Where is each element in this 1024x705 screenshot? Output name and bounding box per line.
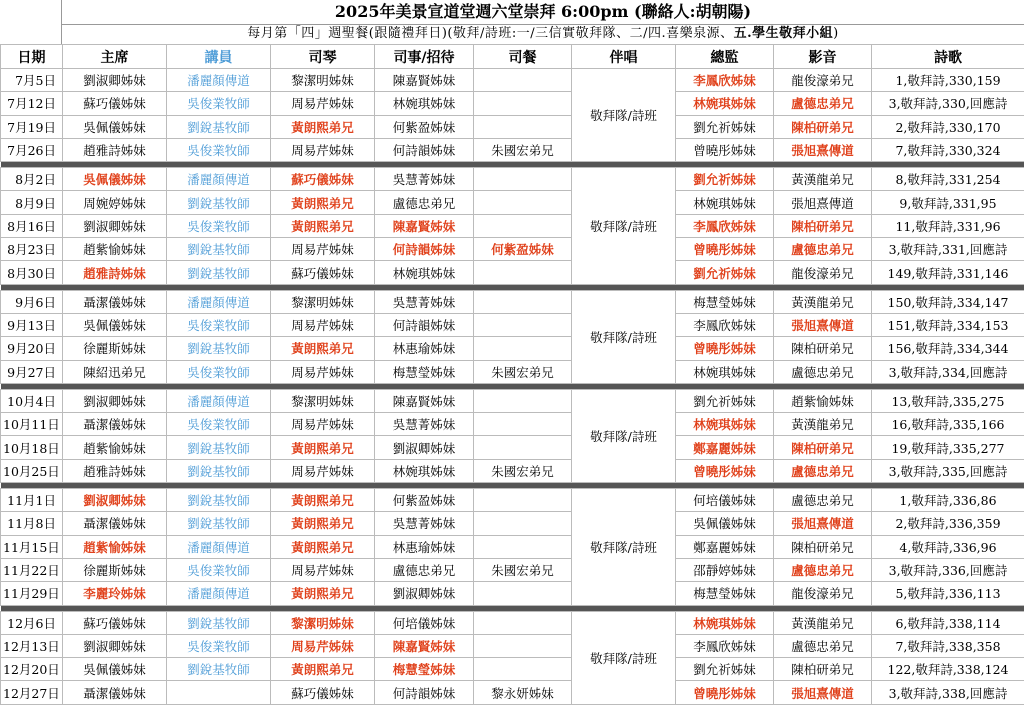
col-header-director: 總監	[676, 45, 774, 69]
cell-piano: 黎潔明姊妹	[271, 290, 375, 313]
cell-chair: 劉淑卿姊妹	[63, 214, 167, 237]
cell-date: 11月29日	[1, 582, 63, 605]
cell-date: 11月1日	[1, 489, 63, 512]
cell-date: 9月13日	[1, 313, 63, 336]
table-row	[1, 389, 1024, 412]
cell-usher: 劉淑卿姊妹	[375, 436, 474, 459]
cell-comm	[474, 69, 572, 92]
cell-chair: 蘇巧儀姊妹	[63, 611, 167, 634]
cell-speaker: 潘麗顏傳道	[167, 535, 271, 558]
cell-date: 9月6日	[1, 290, 63, 313]
cell-speaker: 潘麗顏傳道	[167, 168, 271, 191]
cell-date: 12月27日	[1, 681, 63, 704]
col-header-date: 日期	[1, 45, 63, 69]
cell-piano: 周易芹姊妹	[271, 313, 375, 336]
cell-hymns: 3,敬拜詩,330,回應詩	[872, 92, 1024, 115]
cell-date: 11月15日	[1, 535, 63, 558]
cell-date: 11月22日	[1, 558, 63, 581]
cell-director: 梅慧瑩姊妹	[676, 582, 774, 605]
cell-speaker: 吳俊業牧師	[167, 92, 271, 115]
cell-speaker: 劉銳基牧師	[167, 115, 271, 138]
cell-piano: 黎潔明姊妹	[271, 69, 375, 92]
cell-date: 8月16日	[1, 214, 63, 237]
cell-usher: 陳嘉賢姊妹	[375, 69, 474, 92]
cell-chair: 李麗玲姊妹	[63, 582, 167, 605]
cell-av: 龍俊濠弟兄	[774, 69, 872, 92]
cell-av: 陳柏研弟兄	[774, 535, 872, 558]
col-header-hymns: 詩歌	[872, 45, 1024, 69]
cell-speaker: 潘麗顏傳道	[167, 290, 271, 313]
cell-piano: 黃朗熙弟兄	[271, 191, 375, 214]
cell-director: 曾曉彤姊妹	[676, 238, 774, 261]
cell-chair: 趙紫愉姊妹	[63, 535, 167, 558]
cell-comm: 黎永妍姊妹	[474, 681, 572, 704]
cell-comm: 何紫盈姊妹	[474, 238, 572, 261]
cell-date: 10月18日	[1, 436, 63, 459]
header-row	[1, 45, 1024, 69]
cell-hymns: 9,敬拜詩,331,95	[872, 191, 1024, 214]
cell-hymns: 7,敬拜詩,330,324	[872, 138, 1024, 161]
cell-date: 7月19日	[1, 115, 63, 138]
cell-usher: 林婉琪姊妹	[375, 459, 474, 482]
cell-worship: 敬拜隊/詩班	[572, 389, 676, 482]
cell-director: 邵靜婷姊妹	[676, 558, 774, 581]
roster-body	[1, 69, 1024, 705]
cell-date: 10月25日	[1, 459, 63, 482]
cell-chair: 聶潔儀姊妹	[63, 290, 167, 313]
table-row	[1, 558, 1024, 581]
cell-piano: 周易芹姊妹	[271, 634, 375, 657]
page-title: 2025年美景宣道堂週六堂崇拜 6:00pm (聯絡人:胡朝陽)	[62, 0, 1024, 25]
col-header-speaker: 講員	[167, 45, 271, 69]
cell-date: 12月20日	[1, 658, 63, 681]
cell-speaker: 吳俊業牧師	[167, 360, 271, 383]
cell-usher: 何詩韻姊妹	[375, 681, 474, 704]
cell-speaker: 吳俊業牧師	[167, 138, 271, 161]
cell-piano: 周易芹姊妹	[271, 558, 375, 581]
cell-piano: 蘇巧儀姊妹	[271, 168, 375, 191]
cell-av: 黃漢龍弟兄	[774, 290, 872, 313]
cell-speaker	[167, 681, 271, 704]
cell-date: 8月30日	[1, 261, 63, 284]
cell-speaker: 劉銳基牧師	[167, 459, 271, 482]
cell-comm	[474, 115, 572, 138]
cell-hymns: 149,敬拜詩,331,146	[872, 261, 1024, 284]
subtitle-bold: 五.學生敬拜小組	[734, 26, 834, 41]
cell-piano: 黃朗熙弟兄	[271, 535, 375, 558]
cell-av: 張旭熹傳道	[774, 681, 872, 704]
col-header-usher: 司事/招待	[375, 45, 474, 69]
cell-chair: 劉淑卿姊妹	[63, 69, 167, 92]
cell-usher: 何詩韻姊妹	[375, 313, 474, 336]
cell-chair: 吳佩儀姊妹	[63, 313, 167, 336]
table-row	[1, 582, 1024, 605]
cell-comm	[474, 261, 572, 284]
cell-piano: 周易芹姊妹	[271, 360, 375, 383]
cell-director: 李鳳欣姊妹	[676, 69, 774, 92]
cell-director: 劉允祈姊妹	[676, 658, 774, 681]
cell-hymns: 3,敬拜詩,336,回應詩	[872, 558, 1024, 581]
cell-av: 張旭熹傳道	[774, 191, 872, 214]
cell-director: 曾曉彤姊妹	[676, 681, 774, 704]
cell-hymns: 150,敬拜詩,334,147	[872, 290, 1024, 313]
cell-speaker: 吳俊業牧師	[167, 313, 271, 336]
cell-av: 黃漢龍弟兄	[774, 413, 872, 436]
cell-piano: 周易芹姊妹	[271, 238, 375, 261]
cell-speaker: 吳俊業牧師	[167, 634, 271, 657]
cell-chair: 徐麗斯姊妹	[63, 337, 167, 360]
cell-usher: 何紫盈姊妹	[375, 115, 474, 138]
table-row	[1, 69, 1024, 92]
cell-usher: 盧德忠弟兄	[375, 558, 474, 581]
cell-piano: 黃朗熙弟兄	[271, 436, 375, 459]
cell-piano: 蘇巧儀姊妹	[271, 681, 375, 704]
cell-hymns: 3,敬拜詩,331,回應詩	[872, 238, 1024, 261]
table-row	[1, 290, 1024, 313]
cell-piano: 黃朗熙弟兄	[271, 512, 375, 535]
col-header-chair: 主席	[63, 45, 167, 69]
cell-hymns: 122,敬拜詩,338,124	[872, 658, 1024, 681]
cell-worship: 敬拜隊/詩班	[572, 168, 676, 284]
cell-comm	[474, 436, 572, 459]
cell-av: 陳柏研弟兄	[774, 115, 872, 138]
cell-chair: 趙紫愉姊妹	[63, 238, 167, 261]
cell-worship: 敬拜隊/詩班	[572, 290, 676, 383]
cell-worship: 敬拜隊/詩班	[572, 69, 676, 162]
cell-hymns: 8,敬拜詩,331,254	[872, 168, 1024, 191]
cell-piano: 周易芹姊妹	[271, 459, 375, 482]
cell-speaker: 劉銳基牧師	[167, 658, 271, 681]
cell-date: 12月13日	[1, 634, 63, 657]
table-row	[1, 413, 1024, 436]
cell-chair: 吳佩儀姊妹	[63, 168, 167, 191]
cell-usher: 梅慧瑩姊妹	[375, 360, 474, 383]
cell-usher: 吳慧菁姊妹	[375, 413, 474, 436]
cell-piano: 黃朗熙弟兄	[271, 214, 375, 237]
table-row	[1, 512, 1024, 535]
table-row	[1, 261, 1024, 284]
cell-piano: 周易芹姊妹	[271, 413, 375, 436]
cell-piano: 黃朗熙弟兄	[271, 337, 375, 360]
cell-chair: 陳紹迅弟兄	[63, 360, 167, 383]
cell-av: 陳柏研弟兄	[774, 436, 872, 459]
table-row	[1, 611, 1024, 634]
col-header-communion: 司餐	[474, 45, 572, 69]
cell-director: 李鳳欣姊妹	[676, 214, 774, 237]
cell-av: 盧德忠弟兄	[774, 634, 872, 657]
cell-speaker: 劉銳基牧師	[167, 337, 271, 360]
cell-hymns: 13,敬拜詩,335,275	[872, 389, 1024, 412]
cell-hymns: 2,敬拜詩,336,359	[872, 512, 1024, 535]
cell-director: 林婉琪姊妹	[676, 360, 774, 383]
cell-comm	[474, 214, 572, 237]
cell-piano: 黎潔明姊妹	[271, 611, 375, 634]
col-header-av: 影音	[774, 45, 872, 69]
table-row	[1, 168, 1024, 191]
cell-director: 鄭嘉麗姊妹	[676, 436, 774, 459]
cell-speaker: 劉銳基牧師	[167, 436, 271, 459]
col-header-piano: 司琴	[271, 45, 375, 69]
cell-chair: 劉淑卿姊妹	[63, 489, 167, 512]
cell-comm	[474, 92, 572, 115]
cell-chair: 趙雅詩姊妹	[63, 261, 167, 284]
cell-av: 張旭熹傳道	[774, 138, 872, 161]
cell-comm: 朱國宏弟兄	[474, 558, 572, 581]
cell-comm	[474, 191, 572, 214]
cell-director: 吳佩儀姊妹	[676, 512, 774, 535]
cell-usher: 吳慧菁姊妹	[375, 512, 474, 535]
cell-speaker: 潘麗顏傳道	[167, 582, 271, 605]
table-row	[1, 214, 1024, 237]
cell-hymns: 11,敬拜詩,331,96	[872, 214, 1024, 237]
cell-comm	[474, 512, 572, 535]
cell-date: 11月8日	[1, 512, 63, 535]
cell-director: 李鳳欣姊妹	[676, 634, 774, 657]
cell-piano: 蘇巧儀姊妹	[271, 261, 375, 284]
cell-av: 盧德忠弟兄	[774, 92, 872, 115]
cell-director: 林婉琪姊妹	[676, 191, 774, 214]
cell-usher: 陳嘉賢姊妹	[375, 634, 474, 657]
cell-speaker: 劉銳基牧師	[167, 261, 271, 284]
cell-av: 陳柏研弟兄	[774, 337, 872, 360]
cell-usher: 吳慧菁姊妹	[375, 168, 474, 191]
cell-comm	[474, 634, 572, 657]
cell-hymns: 1,敬拜詩,330,159	[872, 69, 1024, 92]
cell-hymns: 3,敬拜詩,335,回應詩	[872, 459, 1024, 482]
cell-comm	[474, 337, 572, 360]
cell-director: 鄭嘉麗姊妹	[676, 535, 774, 558]
cell-director: 李鳳欣姊妹	[676, 313, 774, 336]
cell-speaker: 劉銳基牧師	[167, 611, 271, 634]
cell-comm	[474, 389, 572, 412]
cell-chair: 周婉婷姊妹	[63, 191, 167, 214]
cell-av: 龍俊濠弟兄	[774, 261, 872, 284]
cell-speaker: 潘麗顏傳道	[167, 69, 271, 92]
cell-date: 7月5日	[1, 69, 63, 92]
cell-chair: 吳佩儀姊妹	[63, 658, 167, 681]
cell-director: 劉允祈姊妹	[676, 389, 774, 412]
cell-worship: 敬拜隊/詩班	[572, 611, 676, 704]
table-row	[1, 337, 1024, 360]
cell-chair: 趙紫愉姊妹	[63, 436, 167, 459]
table-row	[1, 658, 1024, 681]
cell-date: 7月12日	[1, 92, 63, 115]
cell-speaker: 吳俊業牧師	[167, 558, 271, 581]
cell-director: 曾曉彤姊妹	[676, 459, 774, 482]
page-subtitle	[62, 24, 1024, 44]
cell-usher: 劉淑卿姊妹	[375, 582, 474, 605]
cell-av: 盧德忠弟兄	[774, 489, 872, 512]
cell-comm	[474, 413, 572, 436]
cell-date: 9月27日	[1, 360, 63, 383]
cell-date: 8月23日	[1, 238, 63, 261]
cell-chair: 聶潔儀姊妹	[63, 512, 167, 535]
col-header-worship: 伴唱	[572, 45, 676, 69]
cell-chair: 劉淑卿姊妹	[63, 634, 167, 657]
cell-hymns: 16,敬拜詩,335,166	[872, 413, 1024, 436]
cell-date: 8月2日	[1, 168, 63, 191]
cell-usher: 何培儀姊妹	[375, 611, 474, 634]
cell-comm	[474, 290, 572, 313]
cell-chair: 聶潔儀姊妹	[63, 681, 167, 704]
cell-speaker: 潘麗顏傳道	[167, 389, 271, 412]
cell-av: 盧德忠弟兄	[774, 459, 872, 482]
cell-hymns: 1,敬拜詩,336,86	[872, 489, 1024, 512]
cell-chair: 劉淑卿姊妹	[63, 389, 167, 412]
cell-usher: 何詩韻姊妹	[375, 138, 474, 161]
cell-hymns: 3,敬拜詩,334,回應詩	[872, 360, 1024, 383]
cell-av: 龍俊濠弟兄	[774, 582, 872, 605]
cell-usher: 林惠瑜姊妹	[375, 535, 474, 558]
cell-av: 張旭熹傳道	[774, 512, 872, 535]
cell-speaker: 劉銳基牧師	[167, 191, 271, 214]
cell-av: 張旭熹傳道	[774, 313, 872, 336]
cell-comm	[474, 582, 572, 605]
table-row	[1, 489, 1024, 512]
cell-director: 曾曉彤姊妹	[676, 138, 774, 161]
cell-hymns: 7,敬拜詩,338,358	[872, 634, 1024, 657]
table-row	[1, 92, 1024, 115]
cell-speaker: 吳俊業牧師	[167, 413, 271, 436]
cell-date: 8月9日	[1, 191, 63, 214]
cell-usher: 林婉琪姊妹	[375, 92, 474, 115]
roster-table	[0, 44, 1024, 705]
cell-director: 劉允祈姊妹	[676, 115, 774, 138]
cell-date: 10月11日	[1, 413, 63, 436]
cell-piano: 周易芹姊妹	[271, 92, 375, 115]
table-row	[1, 191, 1024, 214]
cell-date: 9月20日	[1, 337, 63, 360]
cell-comm: 朱國宏弟兄	[474, 138, 572, 161]
cell-usher: 陳嘉賢姊妹	[375, 214, 474, 237]
cell-director: 曾曉彤姊妹	[676, 337, 774, 360]
cell-av: 盧德忠弟兄	[774, 238, 872, 261]
cell-hymns: 5,敬拜詩,336,113	[872, 582, 1024, 605]
cell-usher: 何詩韻姊妹	[375, 238, 474, 261]
cell-comm	[474, 313, 572, 336]
cell-comm	[474, 535, 572, 558]
table-row	[1, 535, 1024, 558]
cell-comm	[474, 168, 572, 191]
cell-chair: 蘇巧儀姊妹	[63, 92, 167, 115]
table-row	[1, 459, 1024, 482]
cell-av: 趙紫愉姊妹	[774, 389, 872, 412]
cell-speaker: 吳俊業牧師	[167, 214, 271, 237]
cell-comm	[474, 489, 572, 512]
cell-usher: 陳嘉賢姊妹	[375, 389, 474, 412]
table-row	[1, 360, 1024, 383]
cell-comm: 朱國宏弟兄	[474, 360, 572, 383]
cell-piano: 黃朗熙弟兄	[271, 658, 375, 681]
cell-hymns: 3,敬拜詩,338,回應詩	[872, 681, 1024, 704]
cell-speaker: 劉銳基牧師	[167, 512, 271, 535]
cell-usher: 吳慧菁姊妹	[375, 290, 474, 313]
cell-director: 何培儀姊妹	[676, 489, 774, 512]
cell-director: 林婉琪姊妹	[676, 413, 774, 436]
table-row	[1, 681, 1024, 704]
cell-comm	[474, 658, 572, 681]
cell-usher: 林惠瑜姊妹	[375, 337, 474, 360]
cell-comm: 朱國宏弟兄	[474, 459, 572, 482]
cell-usher: 林婉琪姊妹	[375, 261, 474, 284]
table-row	[1, 634, 1024, 657]
subtitle-close: )	[833, 26, 839, 41]
cell-speaker: 劉銳基牧師	[167, 238, 271, 261]
cell-chair: 聶潔儀姊妹	[63, 413, 167, 436]
cell-av: 陳柏研弟兄	[774, 214, 872, 237]
cell-speaker: 劉銳基牧師	[167, 489, 271, 512]
cell-director: 林婉琪姊妹	[676, 92, 774, 115]
cell-chair: 趙雅詩姊妹	[63, 138, 167, 161]
cell-director: 劉允祈姊妹	[676, 168, 774, 191]
cell-date: 12月6日	[1, 611, 63, 634]
cell-av: 盧德忠弟兄	[774, 558, 872, 581]
cell-director: 梅慧瑩姊妹	[676, 290, 774, 313]
cell-piano: 黃朗熙弟兄	[271, 582, 375, 605]
table-row	[1, 115, 1024, 138]
cell-comm	[474, 611, 572, 634]
table-row	[1, 138, 1024, 161]
cell-chair: 吳佩儀姊妹	[63, 115, 167, 138]
subtitle-text: 每月第「四」週聖餐(跟隨禮拜日)(敬拜/詩班:一/三信實敬拜隊、二/四.喜樂泉源、	[247, 26, 733, 41]
cell-av: 陳柏研弟兄	[774, 658, 872, 681]
cell-piano: 黃朗熙弟兄	[271, 489, 375, 512]
cell-hymns: 4,敬拜詩,336,96	[872, 535, 1024, 558]
cell-piano: 黃朗熙弟兄	[271, 115, 375, 138]
cell-piano: 周易芹姊妹	[271, 138, 375, 161]
cell-av: 黃漢龍弟兄	[774, 611, 872, 634]
cell-chair: 徐麗斯姊妹	[63, 558, 167, 581]
cell-av: 盧德忠弟兄	[774, 360, 872, 383]
cell-usher: 盧德忠弟兄	[375, 191, 474, 214]
cell-hymns: 151,敬拜詩,334,153	[872, 313, 1024, 336]
table-row	[1, 436, 1024, 459]
cell-director: 林婉琪姊妹	[676, 611, 774, 634]
cell-hymns: 6,敬拜詩,338,114	[872, 611, 1024, 634]
cell-usher: 梅慧瑩姊妹	[375, 658, 474, 681]
cell-worship: 敬拜隊/詩班	[572, 489, 676, 605]
cell-director: 劉允祈姊妹	[676, 261, 774, 284]
cell-chair: 趙雅詩姊妹	[63, 459, 167, 482]
cell-hymns: 2,敬拜詩,330,170	[872, 115, 1024, 138]
cell-piano: 黎潔明姊妹	[271, 389, 375, 412]
cell-usher: 何紫盈姊妹	[375, 489, 474, 512]
cell-date: 7月26日	[1, 138, 63, 161]
table-row	[1, 238, 1024, 261]
table-row	[1, 313, 1024, 336]
cell-hymns: 156,敬拜詩,334,344	[872, 337, 1024, 360]
cell-date: 10月4日	[1, 389, 63, 412]
cell-av: 黃漢龍弟兄	[774, 168, 872, 191]
cell-hymns: 19,敬拜詩,335,277	[872, 436, 1024, 459]
